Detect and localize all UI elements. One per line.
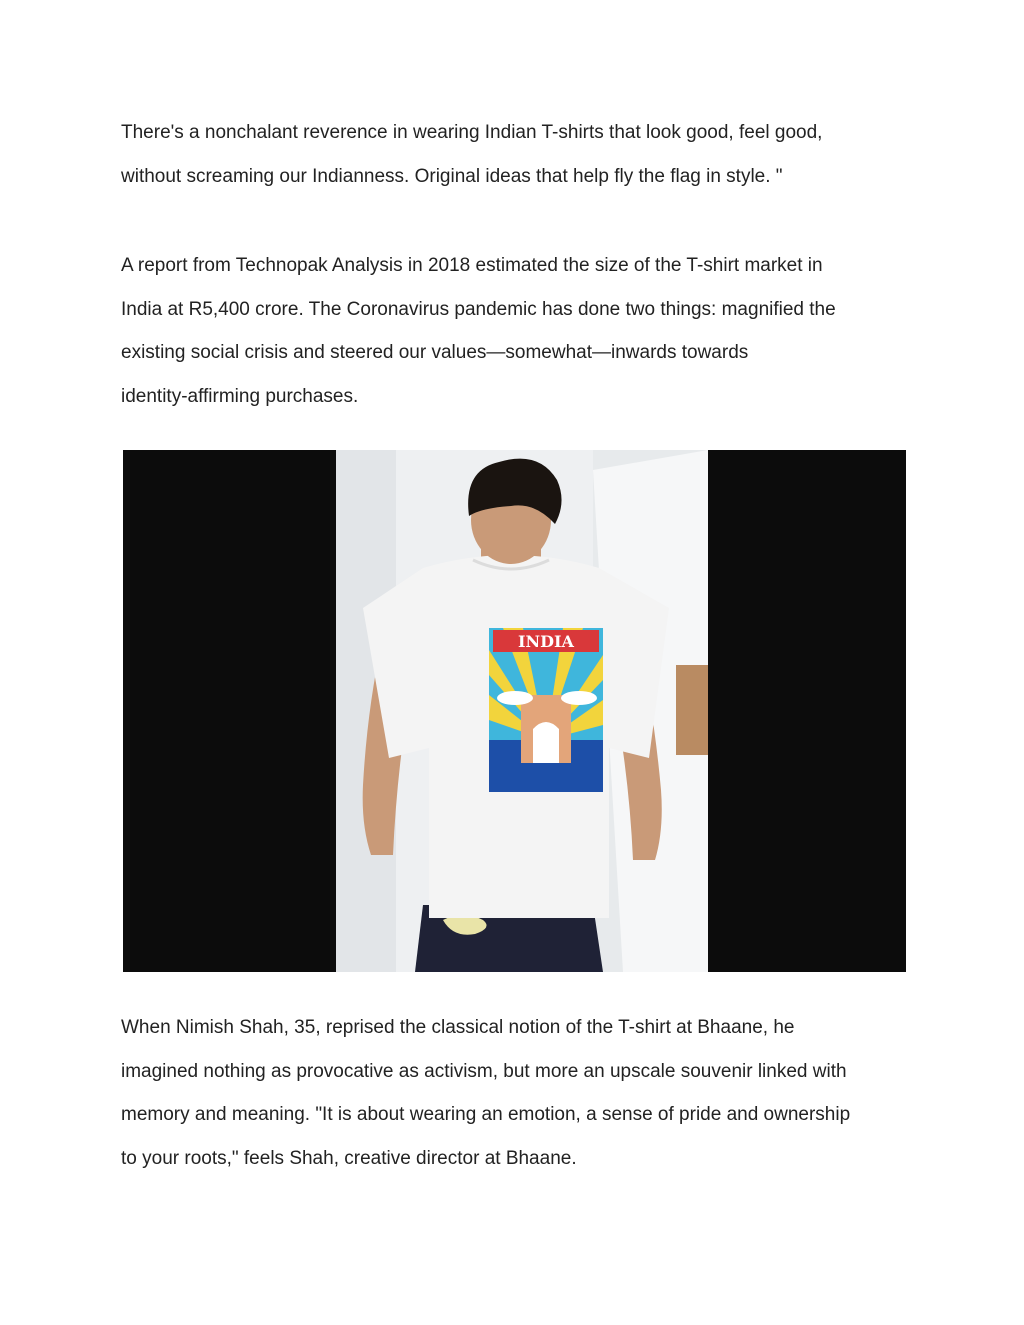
- text-line: A report from Technopak Analysis in 2018 estimated the size of the T-shirt market in: [121, 255, 823, 276]
- paragraph-nimish-shah: [121, 1006, 911, 1180]
- text-line: There's a nonchalant reverence in wearing Indian T-shirts that look good, feel good,: [121, 122, 823, 143]
- text-line: identity-affirming purchases.: [121, 385, 359, 407]
- print-text: INDIA: [518, 632, 574, 651]
- text-line: memory and meaning. "It is about wearing an emotion, a sense of pride and ownership: [121, 1104, 851, 1125]
- text-line: When Nimish Shah, 35, reprised the classical notion of the T-shirt at Bhaane, he: [121, 1017, 795, 1038]
- shirt-print: [489, 628, 603, 792]
- text-line: without screaming our Indianness. Original ideas that help fly the flag in style. ": [121, 165, 783, 187]
- paragraph-intro: [121, 111, 911, 198]
- text-line: imagined nothing as provocative as activism, but more an upscale souvenir linked with: [121, 1060, 847, 1082]
- paragraph-market-report: [121, 244, 911, 418]
- photo-illustration: [123, 450, 906, 972]
- wooden-shelf: [676, 665, 708, 755]
- text-line: to your roots," feels Shah, creative director at Bhaane.: [121, 1147, 577, 1169]
- tshirt-photo: [123, 450, 906, 972]
- text-line: India at R5,400 crore. The Coronavirus pandemic has done two things: magnified the: [121, 298, 836, 320]
- text-line: existing social crisis and steered our values—somewhat—inwards towards: [121, 342, 749, 363]
